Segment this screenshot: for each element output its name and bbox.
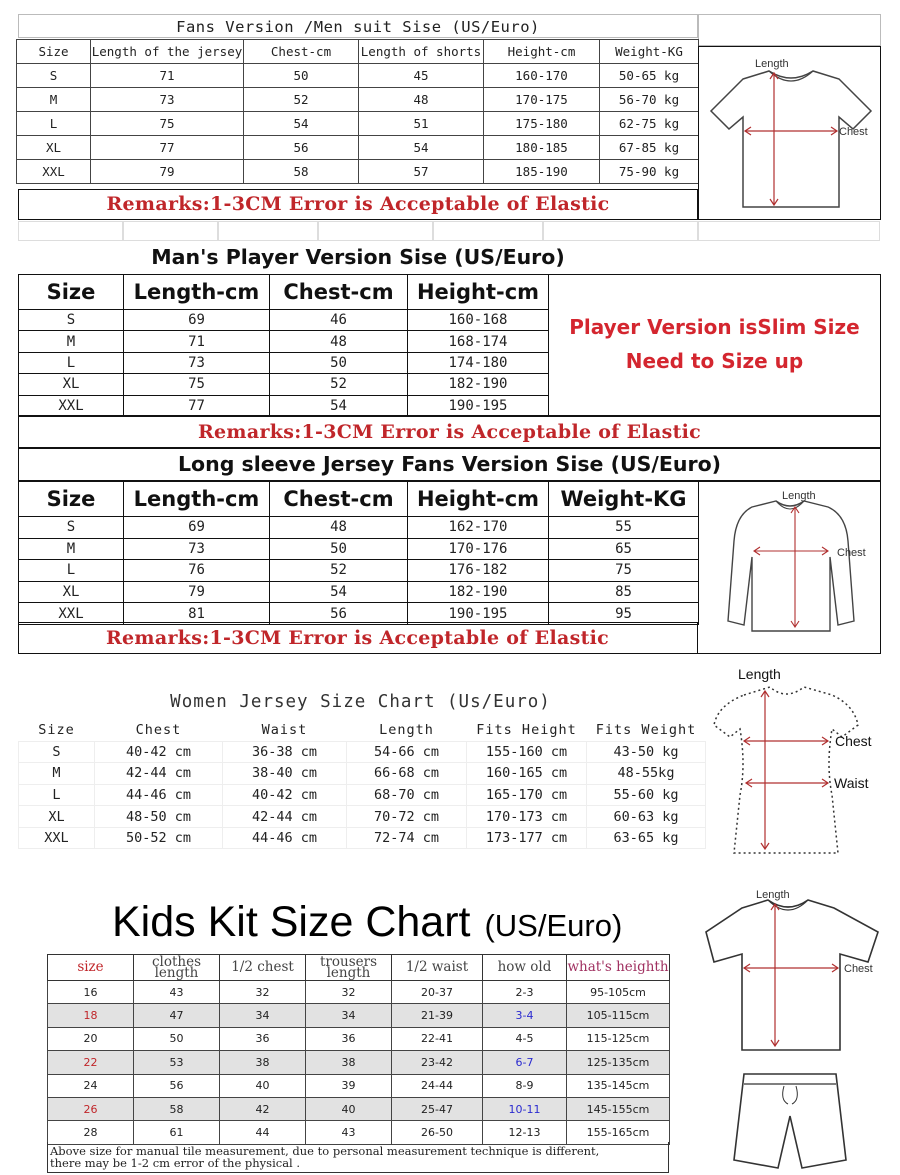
table-row bbox=[17, 160, 699, 184]
length-label: Length bbox=[755, 58, 789, 70]
player-size-table bbox=[18, 274, 549, 417]
table-cell: 50-65 kg bbox=[600, 64, 699, 88]
table-cell: 170-173 cm bbox=[467, 806, 587, 828]
table-cell: 16 bbox=[48, 981, 134, 1004]
table-row bbox=[48, 1121, 670, 1144]
table-cell: 56 bbox=[244, 136, 359, 160]
table-row bbox=[19, 827, 706, 849]
table-row bbox=[17, 64, 699, 88]
table-row bbox=[48, 1097, 670, 1120]
column-header: Chest-cm bbox=[270, 275, 408, 310]
table-cell: M bbox=[19, 331, 124, 352]
table-cell: XL bbox=[19, 806, 95, 828]
table-cell: 52 bbox=[270, 374, 408, 395]
table-cell: 85 bbox=[549, 581, 699, 603]
longsleeve-diagram bbox=[698, 481, 881, 654]
table-cell: L bbox=[17, 112, 91, 136]
table-cell: 185-190 bbox=[484, 160, 600, 184]
table-cell: 170-176 bbox=[408, 538, 549, 560]
table-cell: 125-135cm bbox=[567, 1051, 670, 1074]
column-header: Length-cm bbox=[124, 482, 270, 517]
table-cell: 65 bbox=[549, 538, 699, 560]
table-cell: XXL bbox=[19, 827, 95, 849]
table-cell: 26 bbox=[48, 1097, 134, 1120]
column-header: Height-cm bbox=[408, 275, 549, 310]
table-cell: S bbox=[19, 741, 95, 763]
table-cell: 12-13 bbox=[483, 1121, 567, 1144]
table-cell: L bbox=[19, 560, 124, 582]
table-cell: 160-165 cm bbox=[467, 763, 587, 785]
table-cell: 61 bbox=[134, 1121, 220, 1144]
table-cell: S bbox=[19, 517, 124, 539]
table-cell: 45 bbox=[359, 64, 484, 88]
table-cell: 6-7 bbox=[483, 1051, 567, 1074]
table-cell: 77 bbox=[91, 136, 244, 160]
table-cell: 38 bbox=[220, 1051, 306, 1074]
table-cell: 43 bbox=[134, 981, 220, 1004]
table-cell: 155-165cm bbox=[567, 1121, 670, 1144]
fans-remark: Remarks:1-3CM Error is Acceptable of Elastic bbox=[18, 189, 698, 220]
column-header: Size bbox=[19, 275, 124, 310]
table-cell: 73 bbox=[124, 538, 270, 560]
table-cell: 160-168 bbox=[408, 310, 549, 331]
table-cell: 44 bbox=[220, 1121, 306, 1144]
table-row bbox=[19, 581, 699, 603]
women-size-table bbox=[18, 719, 706, 849]
table-cell: 40 bbox=[220, 1074, 306, 1097]
column-header: clothes length bbox=[134, 955, 220, 981]
table-cell: 54 bbox=[270, 581, 408, 603]
table-cell: 145-155cm bbox=[567, 1097, 670, 1120]
column-header: Fits Weight bbox=[587, 719, 706, 741]
table-cell: 77 bbox=[124, 395, 270, 416]
table-cell: 162-170 bbox=[408, 517, 549, 539]
column-header: Weight-KG bbox=[549, 482, 699, 517]
column-header: size bbox=[48, 955, 134, 981]
longsleeve-size-table bbox=[18, 481, 699, 625]
table-cell: 36-38 cm bbox=[223, 741, 347, 763]
column-header: Waist bbox=[223, 719, 347, 741]
column-header: Length-cm bbox=[124, 275, 270, 310]
table-header-row bbox=[19, 275, 549, 310]
table-cell: 42 bbox=[220, 1097, 306, 1120]
table-row bbox=[48, 1004, 670, 1027]
table-cell: 36 bbox=[306, 1027, 392, 1050]
table-cell: 25-47 bbox=[392, 1097, 483, 1120]
waist-label: Waist bbox=[834, 775, 869, 791]
tshirt-diagram bbox=[698, 46, 881, 220]
fans-size-table bbox=[16, 39, 699, 184]
table-cell: 67-85 kg bbox=[600, 136, 699, 160]
table-cell: XL bbox=[19, 374, 124, 395]
column-header: how old bbox=[483, 955, 567, 981]
table-cell: 73 bbox=[91, 88, 244, 112]
column-header: trousers length bbox=[306, 955, 392, 981]
kids-note bbox=[47, 1142, 669, 1173]
table-cell: 72-74 cm bbox=[347, 827, 467, 849]
table-row bbox=[19, 538, 699, 560]
column-header: Size bbox=[19, 482, 124, 517]
table-cell: 40-42 cm bbox=[223, 784, 347, 806]
table-cell: 115-125cm bbox=[567, 1027, 670, 1050]
table-cell: 54 bbox=[359, 136, 484, 160]
column-header: Length bbox=[347, 719, 467, 741]
table-cell: 51 bbox=[359, 112, 484, 136]
table-cell: 54 bbox=[244, 112, 359, 136]
kids-tshirt-diagram bbox=[700, 882, 890, 1057]
table-cell: 50 bbox=[270, 352, 408, 373]
column-header: Length of shorts bbox=[359, 40, 484, 64]
table-cell: 34 bbox=[306, 1004, 392, 1027]
table-cell: 56 bbox=[134, 1074, 220, 1097]
table-cell: 32 bbox=[220, 981, 306, 1004]
table-cell: 42-44 cm bbox=[95, 763, 223, 785]
kids-title-main: Kids Kit Size Chart bbox=[112, 898, 471, 946]
table-cell: 75 bbox=[549, 560, 699, 582]
table-cell: XXL bbox=[17, 160, 91, 184]
column-header: what's heighth bbox=[567, 955, 670, 981]
table-cell: 135-145cm bbox=[567, 1074, 670, 1097]
table-header-row bbox=[19, 719, 706, 741]
table-cell: 23-42 bbox=[392, 1051, 483, 1074]
longsleeve-remark: Remarks:1-3CM Error is Acceptable of Elastic bbox=[18, 622, 698, 654]
table-cell: 165-170 cm bbox=[467, 784, 587, 806]
table-cell: 48 bbox=[270, 331, 408, 352]
table-cell: 44-46 cm bbox=[223, 827, 347, 849]
table-cell: 176-182 bbox=[408, 560, 549, 582]
table-row bbox=[19, 806, 706, 828]
table-cell: 95 bbox=[549, 603, 699, 625]
table-cell: 18 bbox=[48, 1004, 134, 1027]
table-cell: 75-90 kg bbox=[600, 160, 699, 184]
table-cell: 38 bbox=[306, 1051, 392, 1074]
table-cell: 70-72 cm bbox=[347, 806, 467, 828]
table-cell: 42-44 cm bbox=[223, 806, 347, 828]
table-cell: 24-44 bbox=[392, 1074, 483, 1097]
length-label: Length bbox=[756, 889, 790, 901]
table-row bbox=[19, 310, 549, 331]
table-cell: 62-75 kg bbox=[600, 112, 699, 136]
table-row bbox=[19, 395, 549, 416]
table-cell: 21-39 bbox=[392, 1004, 483, 1027]
table-cell: 79 bbox=[91, 160, 244, 184]
table-cell: 56 bbox=[270, 603, 408, 625]
table-cell: XXL bbox=[19, 603, 124, 625]
table-cell: 182-190 bbox=[408, 374, 549, 395]
player-remark: Remarks:1-3CM Error is Acceptable of Elastic bbox=[18, 416, 881, 448]
fans-title: Fans Version /Men suit Sise (US/Euro) bbox=[18, 14, 698, 38]
table-cell: 39 bbox=[306, 1074, 392, 1097]
table-cell: 24 bbox=[48, 1074, 134, 1097]
table-cell: XL bbox=[17, 136, 91, 160]
table-cell: 173-177 cm bbox=[467, 827, 587, 849]
table-cell: 10-11 bbox=[483, 1097, 567, 1120]
table-row bbox=[48, 1051, 670, 1074]
table-cell: 22-41 bbox=[392, 1027, 483, 1050]
player-slim-note bbox=[548, 310, 881, 378]
table-cell: 52 bbox=[270, 560, 408, 582]
table-row bbox=[19, 352, 549, 373]
table-cell: 50-52 cm bbox=[95, 827, 223, 849]
table-cell: 160-170 bbox=[484, 64, 600, 88]
column-header: Length of the jersey bbox=[91, 40, 244, 64]
chest-label: Chest bbox=[835, 733, 872, 749]
table-cell: 105-115cm bbox=[567, 1004, 670, 1027]
table-header-row bbox=[19, 482, 699, 517]
table-cell: 38-40 cm bbox=[223, 763, 347, 785]
table-cell: 55 bbox=[549, 517, 699, 539]
column-header: Chest-cm bbox=[270, 482, 408, 517]
table-cell: 63-65 kg bbox=[587, 827, 706, 849]
table-cell: 55-60 kg bbox=[587, 784, 706, 806]
table-cell: 46 bbox=[270, 310, 408, 331]
longsleeve-title: Long sleeve Jersey Fans Version Sise (US/Euro) bbox=[18, 448, 881, 481]
table-cell: 54 bbox=[270, 395, 408, 416]
table-cell: 53 bbox=[134, 1051, 220, 1074]
table-cell: 22 bbox=[48, 1051, 134, 1074]
table-cell: 20 bbox=[48, 1027, 134, 1050]
column-header: 1/2 chest bbox=[220, 955, 306, 981]
table-cell: 81 bbox=[124, 603, 270, 625]
table-cell: 58 bbox=[134, 1097, 220, 1120]
column-header: Size bbox=[19, 719, 95, 741]
kids-shorts-diagram bbox=[730, 1060, 850, 1175]
player-note-line2: Need to Size up bbox=[625, 349, 804, 373]
fans-image-header-cell bbox=[698, 14, 881, 46]
table-row bbox=[19, 331, 549, 352]
table-cell: 48-55kg bbox=[587, 763, 706, 785]
grid-spacer-row bbox=[18, 221, 880, 241]
table-cell: 50 bbox=[244, 64, 359, 88]
table-cell: 168-174 bbox=[408, 331, 549, 352]
table-cell: M bbox=[19, 763, 95, 785]
women-tshirt-diagram bbox=[708, 665, 898, 860]
table-cell: 40-42 cm bbox=[95, 741, 223, 763]
table-cell: 4-5 bbox=[483, 1027, 567, 1050]
table-row bbox=[48, 1074, 670, 1097]
table-cell: 95-105cm bbox=[567, 981, 670, 1004]
table-cell: M bbox=[19, 538, 124, 560]
table-cell: 56-70 kg bbox=[600, 88, 699, 112]
table-row bbox=[17, 112, 699, 136]
table-row bbox=[19, 763, 706, 785]
table-cell: 60-63 kg bbox=[587, 806, 706, 828]
chest-label: Chest bbox=[837, 547, 866, 559]
table-cell: 43-50 kg bbox=[587, 741, 706, 763]
table-cell: 36 bbox=[220, 1027, 306, 1050]
table-cell: 75 bbox=[124, 374, 270, 395]
table-cell: 8-9 bbox=[483, 1074, 567, 1097]
length-label: Length bbox=[782, 490, 816, 502]
column-header: Height-cm bbox=[408, 482, 549, 517]
column-header: Height-cm bbox=[484, 40, 600, 64]
table-cell: XL bbox=[19, 581, 124, 603]
chest-label: Chest bbox=[844, 963, 873, 975]
kids-note-line1: Above size for manual tile measurement, due to personal measurement technique is different, bbox=[50, 1144, 600, 1158]
table-cell: 190-195 bbox=[408, 603, 549, 625]
player-note-line1: Player Version isSlim Size bbox=[569, 315, 860, 339]
table-cell: 69 bbox=[124, 517, 270, 539]
table-row bbox=[19, 374, 549, 395]
chest-label: Chest bbox=[839, 126, 868, 138]
table-cell: 182-190 bbox=[408, 581, 549, 603]
table-cell: M bbox=[17, 88, 91, 112]
table-cell: 170-175 bbox=[484, 88, 600, 112]
table-row bbox=[19, 784, 706, 806]
column-header: Fits Height bbox=[467, 719, 587, 741]
table-cell: 2-3 bbox=[483, 981, 567, 1004]
table-cell: 40 bbox=[306, 1097, 392, 1120]
length-label: Length bbox=[738, 666, 781, 682]
table-cell: 32 bbox=[306, 981, 392, 1004]
table-row bbox=[17, 136, 699, 160]
kids-title bbox=[112, 898, 622, 947]
table-cell: 155-160 cm bbox=[467, 741, 587, 763]
table-cell: 71 bbox=[124, 331, 270, 352]
table-cell: 54-66 cm bbox=[347, 741, 467, 763]
table-row bbox=[48, 1027, 670, 1050]
table-cell: 48 bbox=[270, 517, 408, 539]
table-header-row bbox=[48, 955, 670, 981]
table-cell: L bbox=[19, 784, 95, 806]
table-cell: 66-68 cm bbox=[347, 763, 467, 785]
table-row bbox=[19, 560, 699, 582]
table-cell: 47 bbox=[134, 1004, 220, 1027]
table-row bbox=[19, 741, 706, 763]
table-cell: L bbox=[19, 352, 124, 373]
table-cell: 20-37 bbox=[392, 981, 483, 1004]
table-row bbox=[19, 517, 699, 539]
table-cell: 71 bbox=[91, 64, 244, 88]
table-row bbox=[17, 88, 699, 112]
column-header: Size bbox=[17, 40, 91, 64]
column-header: Chest bbox=[95, 719, 223, 741]
table-cell: 190-195 bbox=[408, 395, 549, 416]
table-cell: S bbox=[19, 310, 124, 331]
column-header: Weight-KG bbox=[600, 40, 699, 64]
table-cell: 73 bbox=[124, 352, 270, 373]
table-cell: 175-180 bbox=[484, 112, 600, 136]
table-cell: 44-46 cm bbox=[95, 784, 223, 806]
table-cell: 69 bbox=[124, 310, 270, 331]
column-header: Chest-cm bbox=[244, 40, 359, 64]
table-cell: 75 bbox=[91, 112, 244, 136]
table-cell: 180-185 bbox=[484, 136, 600, 160]
table-cell: 174-180 bbox=[408, 352, 549, 373]
table-cell: 76 bbox=[124, 560, 270, 582]
table-cell: 43 bbox=[306, 1121, 392, 1144]
kids-size-table bbox=[47, 954, 670, 1145]
table-cell: 57 bbox=[359, 160, 484, 184]
table-cell: 26-50 bbox=[392, 1121, 483, 1144]
table-cell: 50 bbox=[134, 1027, 220, 1050]
table-cell: 68-70 cm bbox=[347, 784, 467, 806]
kids-note-line2: there may be 1-2 cm error of the physical . bbox=[50, 1156, 301, 1170]
kids-title-suffix: (US/Euro) bbox=[484, 908, 623, 943]
table-cell: 79 bbox=[124, 581, 270, 603]
table-row bbox=[48, 981, 670, 1004]
table-cell: 28 bbox=[48, 1121, 134, 1144]
column-header: 1/2 waist bbox=[392, 955, 483, 981]
table-cell: 48 bbox=[359, 88, 484, 112]
player-title: Man's Player Version Sise (US/Euro) bbox=[151, 245, 565, 269]
table-cell: S bbox=[17, 64, 91, 88]
table-cell: 3-4 bbox=[483, 1004, 567, 1027]
table-cell: 48-50 cm bbox=[95, 806, 223, 828]
table-cell: 50 bbox=[270, 538, 408, 560]
table-cell: 34 bbox=[220, 1004, 306, 1027]
table-header-row bbox=[17, 40, 699, 64]
table-cell: 52 bbox=[244, 88, 359, 112]
table-cell: 58 bbox=[244, 160, 359, 184]
table-cell: XXL bbox=[19, 395, 124, 416]
women-title: Women Jersey Size Chart (Us/Euro) bbox=[170, 692, 551, 712]
